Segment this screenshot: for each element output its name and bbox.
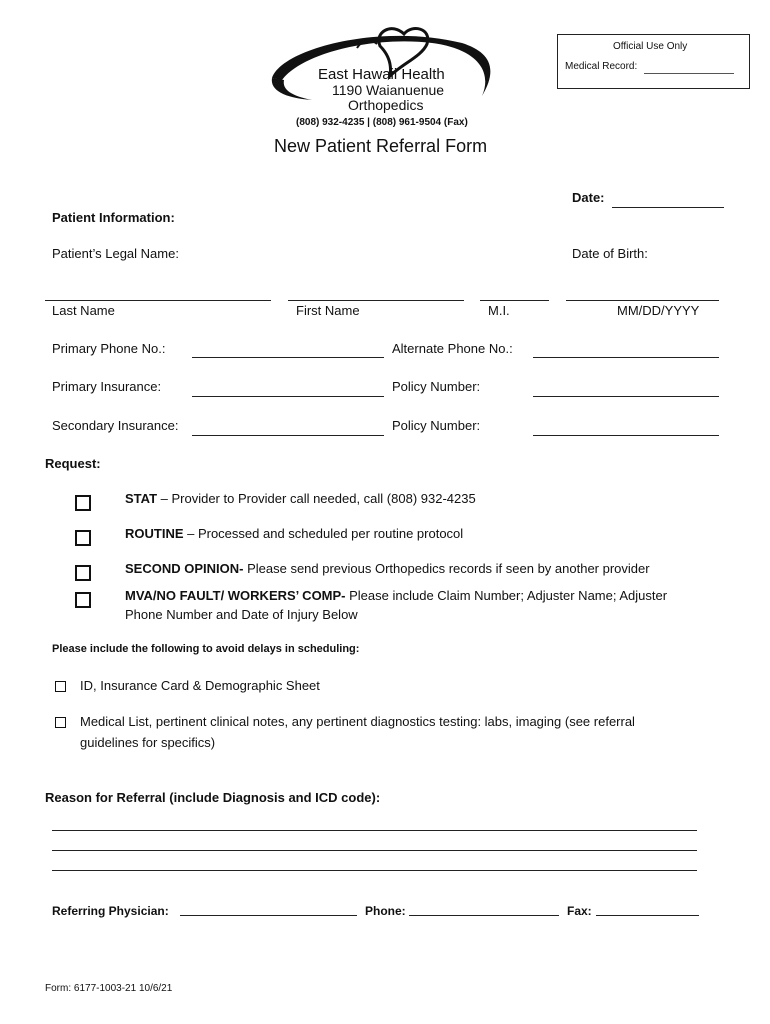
dob-field[interactable] xyxy=(566,300,719,301)
medical-record-label: Medical Record: xyxy=(565,61,638,72)
mi-caption: M.I. xyxy=(488,303,510,318)
phone-label: Phone: xyxy=(365,904,406,918)
date-label: Date: xyxy=(572,190,605,205)
referring-physician-label: Referring Physician: xyxy=(52,904,169,918)
fax-label: Fax: xyxy=(567,904,592,918)
org-name: East Hawaii Health xyxy=(318,66,445,83)
stat-option: STAT – Provider to Provider call needed, call (808) 932-4235 xyxy=(125,491,476,506)
policy-number-label-1: Policy Number: xyxy=(392,379,481,394)
policy-number-field-2[interactable] xyxy=(533,435,719,436)
official-use-box xyxy=(557,34,750,89)
org-address: 1190 Waianuenue xyxy=(332,82,445,98)
mi-field[interactable] xyxy=(480,300,549,301)
primary-phone-field[interactable] xyxy=(192,357,384,358)
mva-workers-comp-checkbox[interactable] xyxy=(75,592,91,608)
referring-physician-field[interactable] xyxy=(180,915,357,916)
secondary-insurance-field[interactable] xyxy=(192,435,384,436)
page-title: New Patient Referral Form xyxy=(274,136,488,156)
mva-workers-comp-option-line2: Phone Number and Date of Injury Below xyxy=(125,607,358,622)
include-heading: Please include the following to avoid delays in scheduling: xyxy=(52,643,360,655)
first-name-field[interactable] xyxy=(288,300,464,301)
policy-number-label-2: Policy Number: xyxy=(392,418,481,433)
primary-insurance-field[interactable] xyxy=(192,396,384,397)
patient-info-heading: Patient Information: xyxy=(52,210,175,225)
reason-line-3[interactable] xyxy=(52,870,697,871)
form-number: Form: 6177-1003-21 10/6/21 xyxy=(45,983,173,994)
date-field[interactable] xyxy=(612,207,724,208)
routine-checkbox[interactable] xyxy=(75,530,91,546)
routine-option: ROUTINE – Processed and scheduled per routine protocol xyxy=(125,526,464,541)
official-use-heading: Official Use Only xyxy=(613,41,688,52)
referring-fax-field[interactable] xyxy=(596,915,699,916)
primary-insurance-label: Primary Insurance: xyxy=(52,379,162,394)
policy-number-field-1[interactable] xyxy=(533,396,719,397)
alt-phone-field[interactable] xyxy=(533,357,719,358)
second-opinion-checkbox[interactable] xyxy=(75,565,91,581)
reason-line-2[interactable] xyxy=(52,850,697,851)
primary-phone-label: Primary Phone No.: xyxy=(52,341,166,356)
stat-checkbox[interactable] xyxy=(75,495,91,511)
secondary-insurance-label: Secondary Insurance: xyxy=(52,418,179,433)
dob-format-caption: MM/DD/YYYY xyxy=(617,303,700,318)
alt-phone-label: Alternate Phone No.: xyxy=(392,341,513,356)
id-insurance-item: ID, Insurance Card & Demographic Sheet xyxy=(80,678,320,693)
request-heading: Request: xyxy=(45,456,101,471)
second-opinion-option: SECOND OPINION- Please send previous Orthopedics records if seen by another provider xyxy=(125,561,650,576)
referring-phone-field[interactable] xyxy=(409,915,559,916)
last-name-field[interactable] xyxy=(45,300,271,301)
dob-label: Date of Birth: xyxy=(572,246,648,261)
org-contact: (808) 932-4235 | (808) 961-9504 (Fax) xyxy=(296,117,468,128)
first-name-caption: First Name xyxy=(296,303,360,318)
org-dept: Orthopedics xyxy=(348,97,424,113)
medical-record-field[interactable] xyxy=(644,73,734,74)
legal-name-label: Patient’s Legal Name: xyxy=(52,246,179,261)
medical-list-checkbox[interactable] xyxy=(55,717,66,728)
reason-line-1[interactable] xyxy=(52,830,697,831)
reason-heading: Reason for Referral (include Diagnosis and ICD code): xyxy=(45,790,381,805)
mva-workers-comp-option: MVA/NO FAULT/ WORKERS’ COMP- Please include Claim Number; Adjuster Name; Adjuster xyxy=(125,588,668,603)
id-insurance-checkbox[interactable] xyxy=(55,681,66,692)
medical-list-item: Medical List, pertinent clinical notes, any pertinent diagnostics testing: labs, imaging (see referral xyxy=(80,714,635,729)
medical-list-item-line2: guidelines for specifics) xyxy=(80,735,216,750)
last-name-caption: Last Name xyxy=(52,303,115,318)
